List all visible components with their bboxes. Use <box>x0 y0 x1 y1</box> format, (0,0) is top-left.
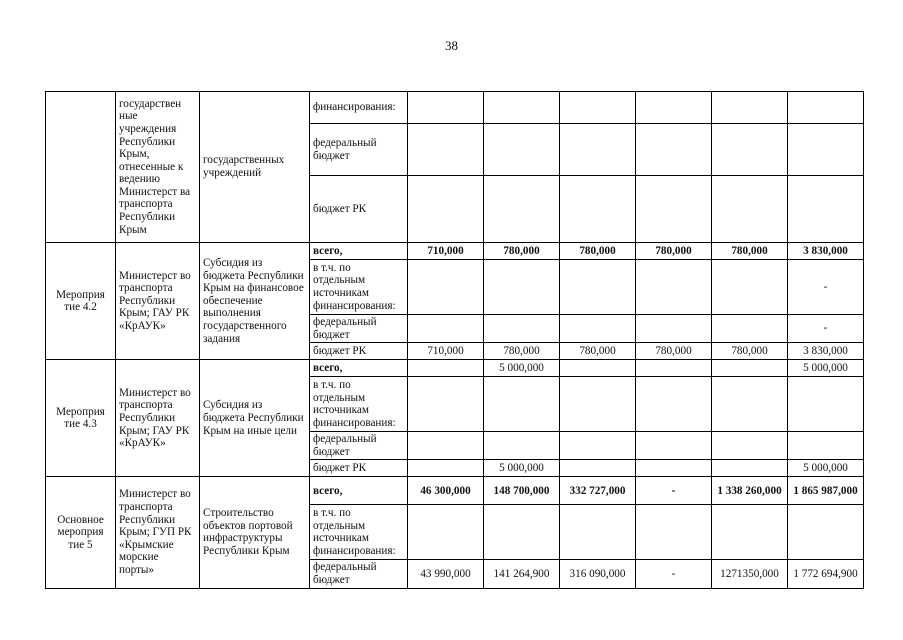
value-cell <box>788 176 864 243</box>
source-cell: федеральный бюджет <box>310 560 408 588</box>
value-cell <box>712 460 788 477</box>
event-cell: Мероприя тие 4.3 <box>46 360 116 477</box>
source-cell: финансирования: <box>310 92 408 124</box>
value-cell: 780,000 <box>560 343 636 360</box>
value-cell <box>484 92 560 124</box>
executor-cell: государствен ные учреждения Республики Крым, отнесенные к ведению Министерст ва транспорта Республики Крым <box>116 92 200 243</box>
event-name-cell: Строительство объектов портовой инфраструктуры Республики Крым <box>200 477 310 588</box>
value-cell <box>788 92 864 124</box>
value-cell: - <box>636 477 712 505</box>
value-cell <box>636 124 712 176</box>
value-cell: 43 990,000 <box>408 560 484 588</box>
value-cell <box>712 315 788 343</box>
value-cell <box>560 432 636 460</box>
value-cell <box>560 505 636 560</box>
value-cell <box>408 377 484 432</box>
source-cell: бюджет РК <box>310 176 408 243</box>
value-cell: 780,000 <box>712 343 788 360</box>
event-name-cell: государственных учреждений <box>200 92 310 243</box>
value-cell <box>560 360 636 377</box>
value-cell <box>636 315 712 343</box>
value-cell <box>636 360 712 377</box>
value-cell <box>560 260 636 315</box>
value-cell: 710,000 <box>408 343 484 360</box>
event-name-cell: Субсидия из бюджета Республики Крым на финансовое обеспечение выполнения государственного задания <box>200 243 310 360</box>
value-cell: 3 830,000 <box>788 343 864 360</box>
value-cell <box>788 432 864 460</box>
value-cell <box>636 377 712 432</box>
value-cell <box>712 176 788 243</box>
value-cell <box>408 176 484 243</box>
value-cell <box>788 124 864 176</box>
executor-cell: Министерст во транспорта Республики Крым; ГАУ РК «КрАУК» <box>116 243 200 360</box>
value-cell <box>484 505 560 560</box>
value-cell <box>636 432 712 460</box>
value-cell <box>408 315 484 343</box>
value-cell: 1 865 987,000 <box>788 477 864 505</box>
value-cell <box>408 260 484 315</box>
value-cell: 780,000 <box>484 343 560 360</box>
table-row <box>46 360 864 377</box>
value-cell <box>636 176 712 243</box>
executor-cell: Министерст во транспорта Республики Крым; ГАУ РК «КрАУК» <box>116 360 200 477</box>
value-cell <box>788 505 864 560</box>
page-number: 38 <box>445 38 458 53</box>
value-cell: 1 338 260,000 <box>712 477 788 505</box>
value-cell <box>712 124 788 176</box>
value-cell: - <box>788 260 864 315</box>
value-cell <box>484 124 560 176</box>
value-cell: 316 090,000 <box>560 560 636 588</box>
value-cell <box>712 505 788 560</box>
value-cell <box>408 360 484 377</box>
table-row <box>46 243 864 260</box>
event-cell: Мероприя тие 4.2 <box>46 243 116 360</box>
value-cell <box>712 260 788 315</box>
value-cell <box>560 176 636 243</box>
source-cell: всего, <box>310 477 408 505</box>
value-cell: 148 700,000 <box>484 477 560 505</box>
value-cell <box>712 377 788 432</box>
value-cell: - <box>636 560 712 588</box>
value-cell: 780,000 <box>636 343 712 360</box>
source-cell: всего, <box>310 360 408 377</box>
value-cell: 780,000 <box>712 243 788 260</box>
value-cell: 5 000,000 <box>484 360 560 377</box>
source-cell: бюджет РК <box>310 343 408 360</box>
value-cell <box>408 92 484 124</box>
value-cell: 710,000 <box>408 243 484 260</box>
source-cell: всего, <box>310 243 408 260</box>
value-cell <box>712 432 788 460</box>
value-cell: 1 772 694,900 <box>788 560 864 588</box>
value-cell <box>484 315 560 343</box>
value-cell <box>788 377 864 432</box>
value-cell <box>408 460 484 477</box>
value-cell: - <box>788 315 864 343</box>
value-cell <box>636 505 712 560</box>
value-cell <box>408 505 484 560</box>
table-row <box>46 92 864 124</box>
source-cell: бюджет РК <box>310 460 408 477</box>
value-cell <box>560 377 636 432</box>
source-cell: федеральный бюджет <box>310 315 408 343</box>
value-cell <box>712 360 788 377</box>
value-cell: 1271350,000 <box>712 560 788 588</box>
executor-cell: Министерст во транспорта Республики Крым; ГУП РК «Крымские морские порты» <box>116 477 200 588</box>
value-cell <box>560 315 636 343</box>
value-cell: 5 000,000 <box>484 460 560 477</box>
value-cell <box>636 460 712 477</box>
value-cell <box>484 377 560 432</box>
value-cell <box>484 260 560 315</box>
value-cell: 332 727,000 <box>560 477 636 505</box>
value-cell <box>560 124 636 176</box>
budget-table <box>45 91 864 589</box>
value-cell: 141 264,900 <box>484 560 560 588</box>
table-row <box>46 477 864 505</box>
value-cell: 46 300,000 <box>408 477 484 505</box>
value-cell <box>408 124 484 176</box>
source-cell: в т.ч. по отдельным источникам финансирования: <box>310 260 408 315</box>
source-cell: в т.ч. по отдельным источникам финансирования: <box>310 377 408 432</box>
value-cell <box>636 92 712 124</box>
value-cell: 780,000 <box>560 243 636 260</box>
value-cell: 780,000 <box>636 243 712 260</box>
value-cell <box>712 92 788 124</box>
value-cell <box>560 460 636 477</box>
source-cell: федеральный бюджет <box>310 432 408 460</box>
source-cell: федеральный бюджет <box>310 124 408 176</box>
value-cell: 5 000,000 <box>788 460 864 477</box>
value-cell <box>560 92 636 124</box>
value-cell: 3 830,000 <box>788 243 864 260</box>
event-cell: Основное мероприя тие 5 <box>46 477 116 588</box>
value-cell <box>484 176 560 243</box>
value-cell <box>636 260 712 315</box>
value-cell: 780,000 <box>484 243 560 260</box>
value-cell <box>484 432 560 460</box>
event-name-cell: Субсидия из бюджета Республики Крым на иные цели <box>200 360 310 477</box>
event-cell <box>46 92 116 243</box>
value-cell <box>408 432 484 460</box>
value-cell: 5 000,000 <box>788 360 864 377</box>
source-cell: в т.ч. по отдельным источникам финансирования: <box>310 505 408 560</box>
